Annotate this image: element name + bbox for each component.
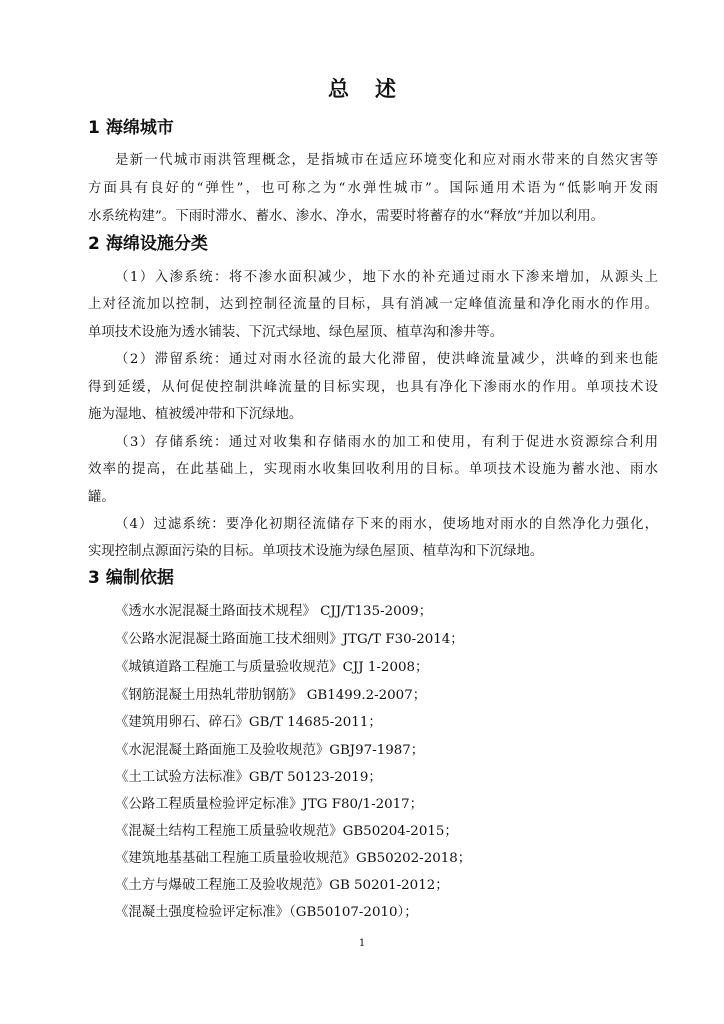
section-number: 2 <box>88 234 100 254</box>
paragraph-line: 方面具有良好的“弹性”，也可称之为“水弹性城市”。国际通用术语为“低影响开发雨 <box>88 181 658 196</box>
paragraph-line: （1）入渗系统：将不渗水面积减少，地下水的补充通过雨水下渗来增加，从源头上 <box>115 270 658 285</box>
reference-item: 《透水水泥混凝土路面技术规程》 CJJ/T135-2009； <box>115 604 433 619</box>
section-heading-1 <box>88 116 174 140</box>
reference-item: 《公路水泥混凝土路面施工技术细则》JTG/T F30-2014； <box>115 632 464 647</box>
reference-item: 《混凝土结构工程施工质量验收规范》GB50204-2015； <box>115 824 458 839</box>
paragraph-line: 水系统构建”。下雨时滞水、蓄水、渗水、净水，需要时将蓄存的水“释放”并加以利用。 <box>88 209 604 224</box>
reference-item: 《公路工程质量检验评定标准》JTG F80/1-2017； <box>115 797 424 812</box>
reference-item: 《水泥混凝土路面施工及验收规范》GBJ97-1987； <box>115 743 425 758</box>
section-number: 3 <box>88 568 100 588</box>
reference-item: 《城镇道路工程施工与质量验收规范》CJJ 1-2008； <box>115 660 429 675</box>
reference-item: 《混凝土强度检验评定标准》（GB50107-2010）； <box>115 905 418 920</box>
section-title: 海绵城市 <box>105 118 174 138</box>
section-title: 编制依据 <box>105 568 174 588</box>
reference-item: 《土方与爆破工程施工及验收规范》GB 50201-2012； <box>115 878 449 893</box>
paragraph-line: 实现控制点源面污染的目标。单项技术设施为绿色屋顶、植草沟和下沉绿地。 <box>88 544 544 559</box>
section-heading-3 <box>88 566 174 590</box>
page-number: 1 <box>358 938 366 949</box>
paragraph-line: （4）过滤系统：要净化初期径流储存下来的雨水，使场地对雨水的自然净化力强化， <box>115 517 658 532</box>
reference-item: 《土工试验方法标准》GB/T 50123-2019； <box>115 770 382 785</box>
page-title: 总述 <box>328 77 422 101</box>
paragraph-line: 上对径流加以控制，达到控制径流量的目标，具有消减一定峰值流量和净化雨水的作用。 <box>88 297 658 312</box>
paragraph-line: 是新一代城市雨洪管理概念，是指城市在适应环境变化和应对雨水带来的自然灾害等 <box>115 153 658 168</box>
paragraph-line: （3）存储系统：通过对收集和存储雨水的加工和使用，有利于促进水资源综合利用 <box>115 435 658 450</box>
paragraph-line: 效率的提高，在此基础上，实现雨水收集回收利用的目标。单项技术设施为蓄水池、雨水 <box>88 462 658 477</box>
paragraph-line: 得到延缓，从何促使控制洪峰流量的目标实现，也具有净化下渗雨水的作用。单项技术设 <box>88 380 658 395</box>
paragraph-line: 单项技术设施为透水铺装、下沉式绿地、绿色屋顶、植草沟和渗井等。 <box>88 325 504 340</box>
section-number: 1 <box>88 118 100 138</box>
paragraph-line: 罐。 <box>88 490 115 505</box>
reference-item: 《建筑用卵石、碎石》GB/T 14685-2011； <box>115 715 382 730</box>
section-heading-2 <box>88 232 208 256</box>
paragraph-line: （2）滞留系统：通过对雨水径流的最大化滞留，使洪峰流量减少，洪峰的到来也能 <box>115 352 658 367</box>
paragraph-line: 施为湿地、植被缓冲带和下沉绿地。 <box>88 407 303 422</box>
reference-item: 《钢筋混凝土用热轧带肋钢筋》 GB1499.2-2007； <box>115 688 427 703</box>
section-title: 海绵设施分类 <box>105 234 208 254</box>
reference-item: 《建筑地基基础工程施工质量验收规范》GB50202-2018； <box>115 851 472 866</box>
